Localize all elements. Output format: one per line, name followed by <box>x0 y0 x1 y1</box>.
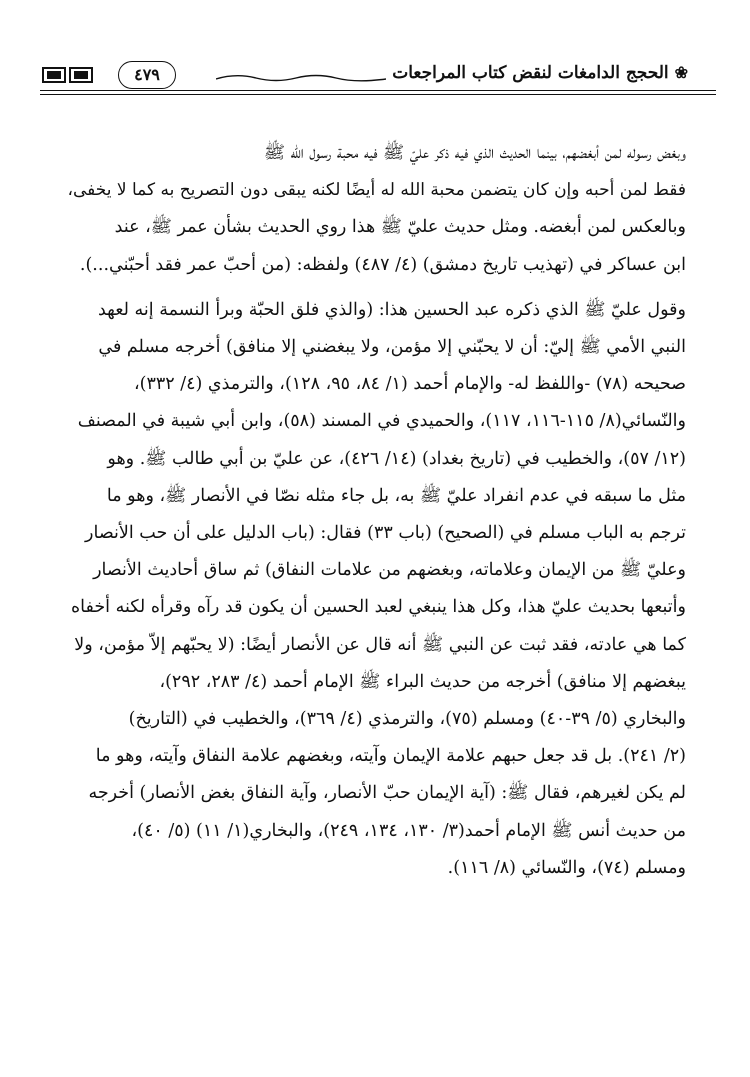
text-line: (٢/ ٢٤١). بل قد جعل حبهم علامة الإيمان وآيته، وبغضهم علامة النفاق وآيته، وهو ما <box>95 746 686 767</box>
text-line: وقول عليّ ﷺ الذي ذكره عبد الحسين هذا: (والذي فلق الحبّة وبرأ النسمة إنه لعهد <box>97 299 686 320</box>
text-line: وعليّ ﷺ من الإيمان وعلاماته، وبغضهم من علامات النفاق) ثم ساق أحاديث الأنصار <box>93 560 686 581</box>
flourish-ornament-icon <box>216 73 386 83</box>
paragraph-1 <box>60 135 686 284</box>
text-line: لم يكن لغيرهم، فقال ﷺ: (آية الإيمان حبّ الأنصار، وآية النفاق بغض الأنصار) أخرجه <box>88 783 686 804</box>
text-line: (١٢/ ٥٧)، والخطيب في (تاريخ بغداد) (١٤/ ٤٢٦)، عن عليّ بن أبي طالب ﷺ. وهو <box>107 448 686 469</box>
text-line: النبي الأمي ﷺ إليّ: أن لا يحبّني إلا مؤمن، ولا يبغضني إلا منافق) أخرجه مسلم في <box>98 337 686 358</box>
text-line: والبخاري (٥/ ٣٩-٤٠) ومسلم (٧٥)، والترمذي (٤/ ٣٦٩)، والخطيب في (التاريخ) <box>128 709 686 730</box>
page-number-frame <box>102 61 198 89</box>
text-line: والنّسائي(٨/ ١١٥-١١٦، ١١٧)، والحميدي في المسند (٥٨)، وابن أبي شيبة في المصنف <box>77 411 686 432</box>
page-number: ٤٧٩ <box>118 61 176 89</box>
text-line: ترجم به الباب مسلم في (الصحيح) (باب ٣٣) فقال: (باب الدليل على أن حب الأنصار <box>85 523 686 544</box>
text-line: وأتبعها بحديث عليّ هذا، وكل هذا ينبغي لعبد الحسين أن يكون قد رآه وقرأه لكنه أخفاه <box>71 597 686 618</box>
text-line: وبالعكس لمن أبغضه. ومثل حديث عليّ ﷺ هذا روي الحديث بشأن عمر ﷺ، عند <box>114 217 686 238</box>
text-line: مثل ما سبقه في عدم انفراد عليّ ﷺ به، بل جاء مثله نصّا في الأنصار ﷺ، وهو ما <box>106 485 686 506</box>
text-line: يبغضهم إلا منافق) أخرجه من حديث البراء ﷺ الإمام أحمد (٤/ ٢٨٣، ٢٩٢)، <box>159 671 686 692</box>
header-rule-thin <box>40 94 716 95</box>
text-line: ومسلم (٧٤)، والنّسائي (٨/ ١١٦). <box>447 857 686 878</box>
text-line: فقط لمن أحبه وإن كان يتضمن محبة الله له أيضًا لكنه يبقى دون التصريح به كما لا يخفى، <box>67 180 686 201</box>
book-title: الحجج الدامغات لنقض كتاب المراجعات <box>392 63 669 83</box>
text-line: صحيحه (٧٨) -واللفظ له- والإمام أحمد (١/ ٨٤، ٩٥، ١٢٨)، والترمذي (٤/ ٣٣٢)، <box>133 374 686 395</box>
header-title-wrap <box>386 63 694 83</box>
text-line: وبغض رسوله لمن أبغضهم، بينما الحديث الذي فيه ذكر عليّ ﷺ فيه محبة رسول الله ﷺ <box>263 143 686 163</box>
text-line: ابن عساكر في (تهذيب تاريخ دمشق) (٤/ ٤٨٧) ولفظه: (من أحبّ عمر فقد أحبّني...). <box>79 254 686 275</box>
text-line: كما هي عادته، فقد ثبت عن النبي ﷺ أنه قال عن الأنصار أيضًا: (لا يحبّهم إلاّ مؤمن، ولا <box>74 634 686 655</box>
text-line: من حديث أنس ﷺ الإمام أحمد(٣/ ١٣٠، ١٣٤، ٢٤٩)، والبخاري(١/ ١١) (٥/ ٤٠)، <box>131 820 686 841</box>
title-ornament-icon: ❀ <box>674 63 688 82</box>
paragraph-2 <box>60 292 686 887</box>
page-header <box>40 55 716 99</box>
body-text <box>60 135 686 887</box>
header-rule <box>40 90 716 91</box>
corner-ornament-icon <box>42 66 98 84</box>
